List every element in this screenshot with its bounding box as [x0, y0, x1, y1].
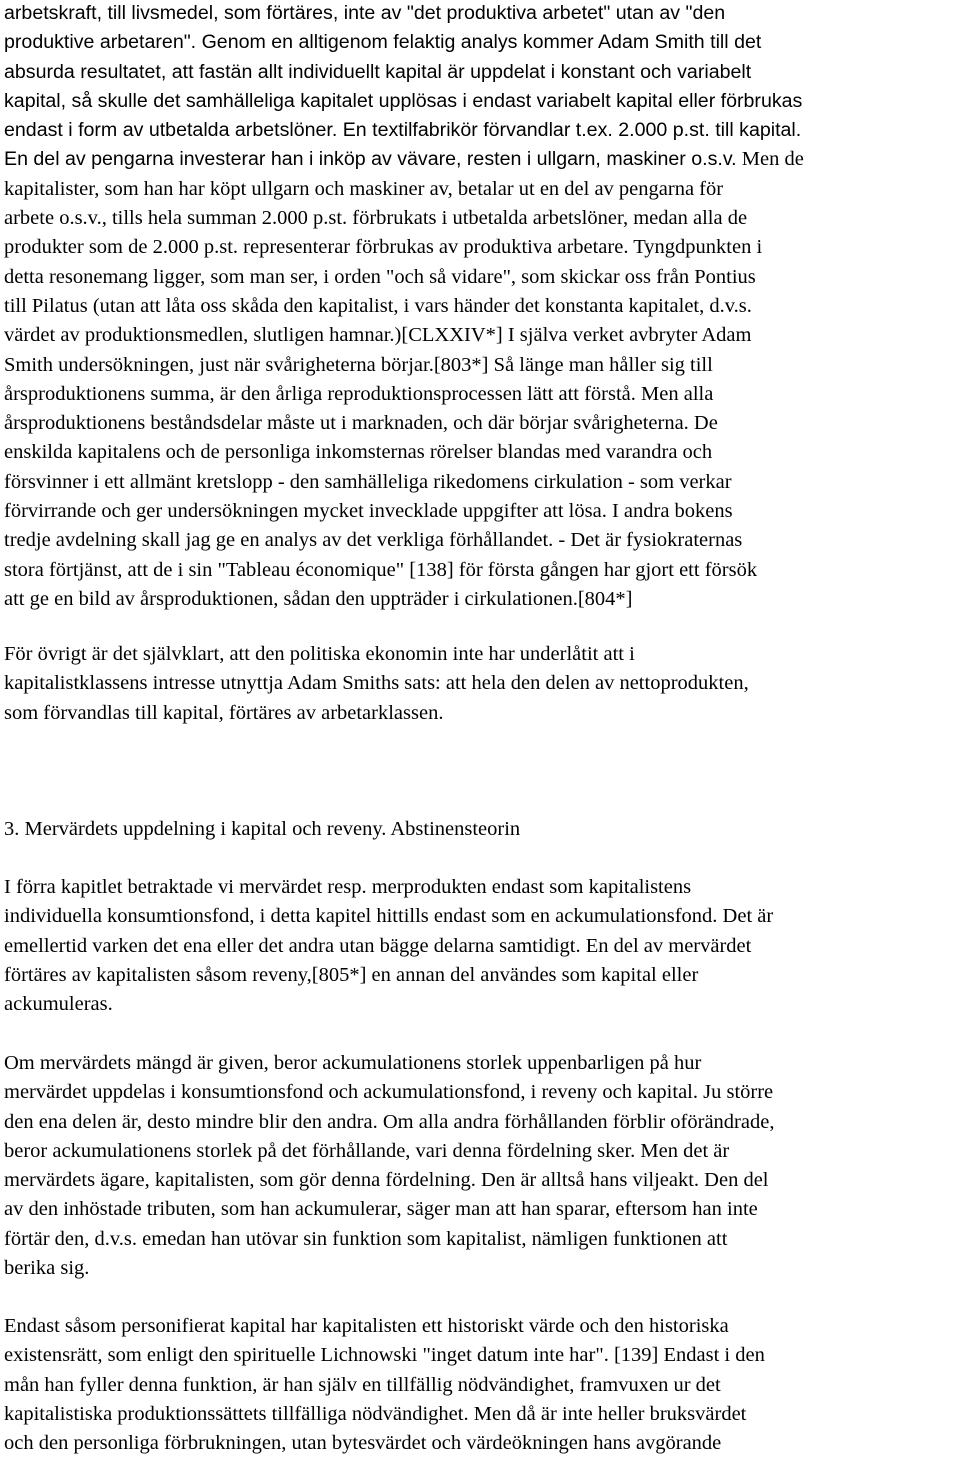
text-line: mån han fyller denna funktion, är han själv en tillfällig nödvändighet, framvuxen ur det: [4, 1373, 721, 1396]
text-line: av den inhöstade tributen, som han ackumulerar, säger man att han sparar, eftersom han inte: [4, 1198, 758, 1221]
text-line: tredje avdelning skall jag ge en analys av det verkliga förhållandet. - Det är fysiokraternas: [4, 529, 743, 552]
heading-text: 3. Mervärdets uppdelning i kapital och reveny. Abstinensteorin: [4, 818, 521, 840]
section-heading: [4, 815, 520, 844]
text-line: förtär den, d.v.s. emedan han utövar sin funktion som kapitalist, nämligen funktionen att: [4, 1227, 728, 1250]
text-segment: Men de: [736, 148, 804, 171]
text-line: ackumuleras.: [4, 993, 113, 1016]
paragraph-4: [4, 1049, 774, 1283]
text-line: produkter som de 2.000 p.st. representerar förbrukas av produktiva arbetare. Tyngdpunkten i: [4, 236, 763, 259]
text-line: kapitalistiska produktionssättets tillfälliga nödvändighet. Men då är inte heller bruksvärdet: [4, 1402, 747, 1425]
text-segment: En del av pengarna investerar han i inköp av vävare, resten i ullgarn, maskiner o.s.v.: [4, 148, 737, 171]
text-line: förvirrande och ger undersökningen mycket invecklade uppgifter att lösa. I andra bokens: [4, 500, 733, 523]
text-line: mervärdet uppdelas i konsumtionsfond och ackumulationsfond, i reveny och kapital. Ju större: [4, 1081, 774, 1104]
text-line: absurda resultatet, att fastän allt individuellt kapital är uppdelat i konstant och variabelt: [4, 60, 752, 83]
text-line: arbete o.s.v., tills hela summan 2.000 p.st. förbrukats i utbetalda arbetslöner, medan alla de: [4, 207, 748, 230]
text-line: värdet av produktionsmedlen, slutligen hamnar.)[CLXXIV*] I själva verket avbryter Adam: [4, 324, 752, 347]
paragraph-5: [4, 1312, 765, 1458]
text-line: stora förtjänst, att de i sin "Tableau économique" [138] för första gången har gjort ett försök: [4, 558, 758, 581]
text-line: Endast såsom personifierat kapital har kapitalisten ett historiskt värde och den historiska: [4, 1315, 729, 1337]
paragraph-2: [4, 640, 749, 728]
text-line: den ena delen är, desto mindre blir den andra. Om alla andra förhållanden förblir oförändrade,: [4, 1110, 775, 1133]
text-line: berika sig.: [4, 1257, 90, 1280]
text-line: årsproduktionens beståndsdelar måste ut i marknaden, och där börjar svårigheterna. De: [4, 412, 718, 435]
text-line: Smith undersökningen, just när svårigheterna börjar.[803*] Så länge man håller sig till: [4, 353, 713, 376]
paragraph-3: [4, 873, 773, 1019]
text-line: enskilda kapitalens och de personliga inkomsternas rörelser blandas med varandra och: [4, 441, 713, 464]
text-line: och den personliga förbrukningen, utan bytesvärdet och värdeökningen hans avgörande: [4, 1432, 722, 1455]
text-line: existensrätt, som enligt den spirituelle Lichnowski "inget datum inte har". [139] Endast i den: [4, 1344, 765, 1367]
text-line: kapital, så skulle det samhälleliga kapitalet upplösas i endast variabelt kapital eller förbrukas: [4, 89, 803, 112]
paragraph-intro: [4, 0, 804, 614]
text-line: årsproduktionens summa, är den årliga reproduktionsprocessen lätt att förstå. Men alla: [4, 382, 714, 405]
text-line: kapitalister, som han har köpt ullgarn och maskiner av, betalar ut en del av pengarna för: [4, 177, 724, 200]
text-line: till Pilatus (utan att låta oss skåda den kapitalist, i vars händer det konstanta kapitalet, d.v.s.: [4, 294, 752, 317]
text-line: försvinner i ett allmänt kretslopp - den samhälleliga rikedomens cirkulation - som verkar: [4, 470, 732, 493]
text-line: För övrigt är det självklart, att den politiska ekonomin inte har underlåtit att i: [4, 643, 635, 665]
text-line: kapitalistklassens intresse utnyttja Adam Smiths sats: att hela den delen av nettoprodukten,: [4, 672, 749, 695]
text-line: emellertid varken det ena eller det andra utan bägge delarna samtidigt. En del av mervärdet: [4, 934, 752, 957]
text-line: arbetskraft, till livsmedel, som förtäres, inte av "det produktiva arbetet" utan av "den: [4, 2, 726, 24]
text-line: förtäres av kapitalisten såsom reveny,[805*] en annan del användes som kapital eller: [4, 963, 699, 986]
text-line: att ge en bild av årsproduktionen, sådan den uppträder i cirkulationen.[804*]: [4, 587, 633, 610]
text-line: mervärdets ägare, kapitalisten, som gör denna fördelning. Den är alltså hans viljeakt. Den del: [4, 1169, 769, 1192]
text-line: beror ackumulationens storlek på det förhållande, vari denna fördelning sker. Men det är: [4, 1139, 730, 1162]
text-line: produktive arbetaren". Genom en alltigenom felaktig analys kommer Adam Smith till det: [4, 31, 762, 54]
text-line-mixed: [4, 145, 804, 174]
text-line: Om mervärdets mängd är given, beror ackumulationens storlek uppenbarligen på hur: [4, 1052, 702, 1074]
text-line: I förra kapitlet betraktade vi mervärdet resp. merprodukten endast som kapitalistens: [4, 876, 692, 898]
text-line: individuella konsumtionsfond, i detta kapitel hittills endast som en ackumulationsfond. Det är: [4, 905, 774, 928]
text-line: som förvandlas till kapital, förtäres av arbetarklassen.: [4, 701, 444, 724]
text-line: detta resonemang ligger, som man ser, i orden "och så vidare", som skickar oss från Pontius: [4, 265, 756, 288]
text-line: endast i form av utbetalda arbetslöner. En textilfabrikör förvandlar t.ex. 2.000 p.st. till kapital.: [4, 119, 802, 142]
